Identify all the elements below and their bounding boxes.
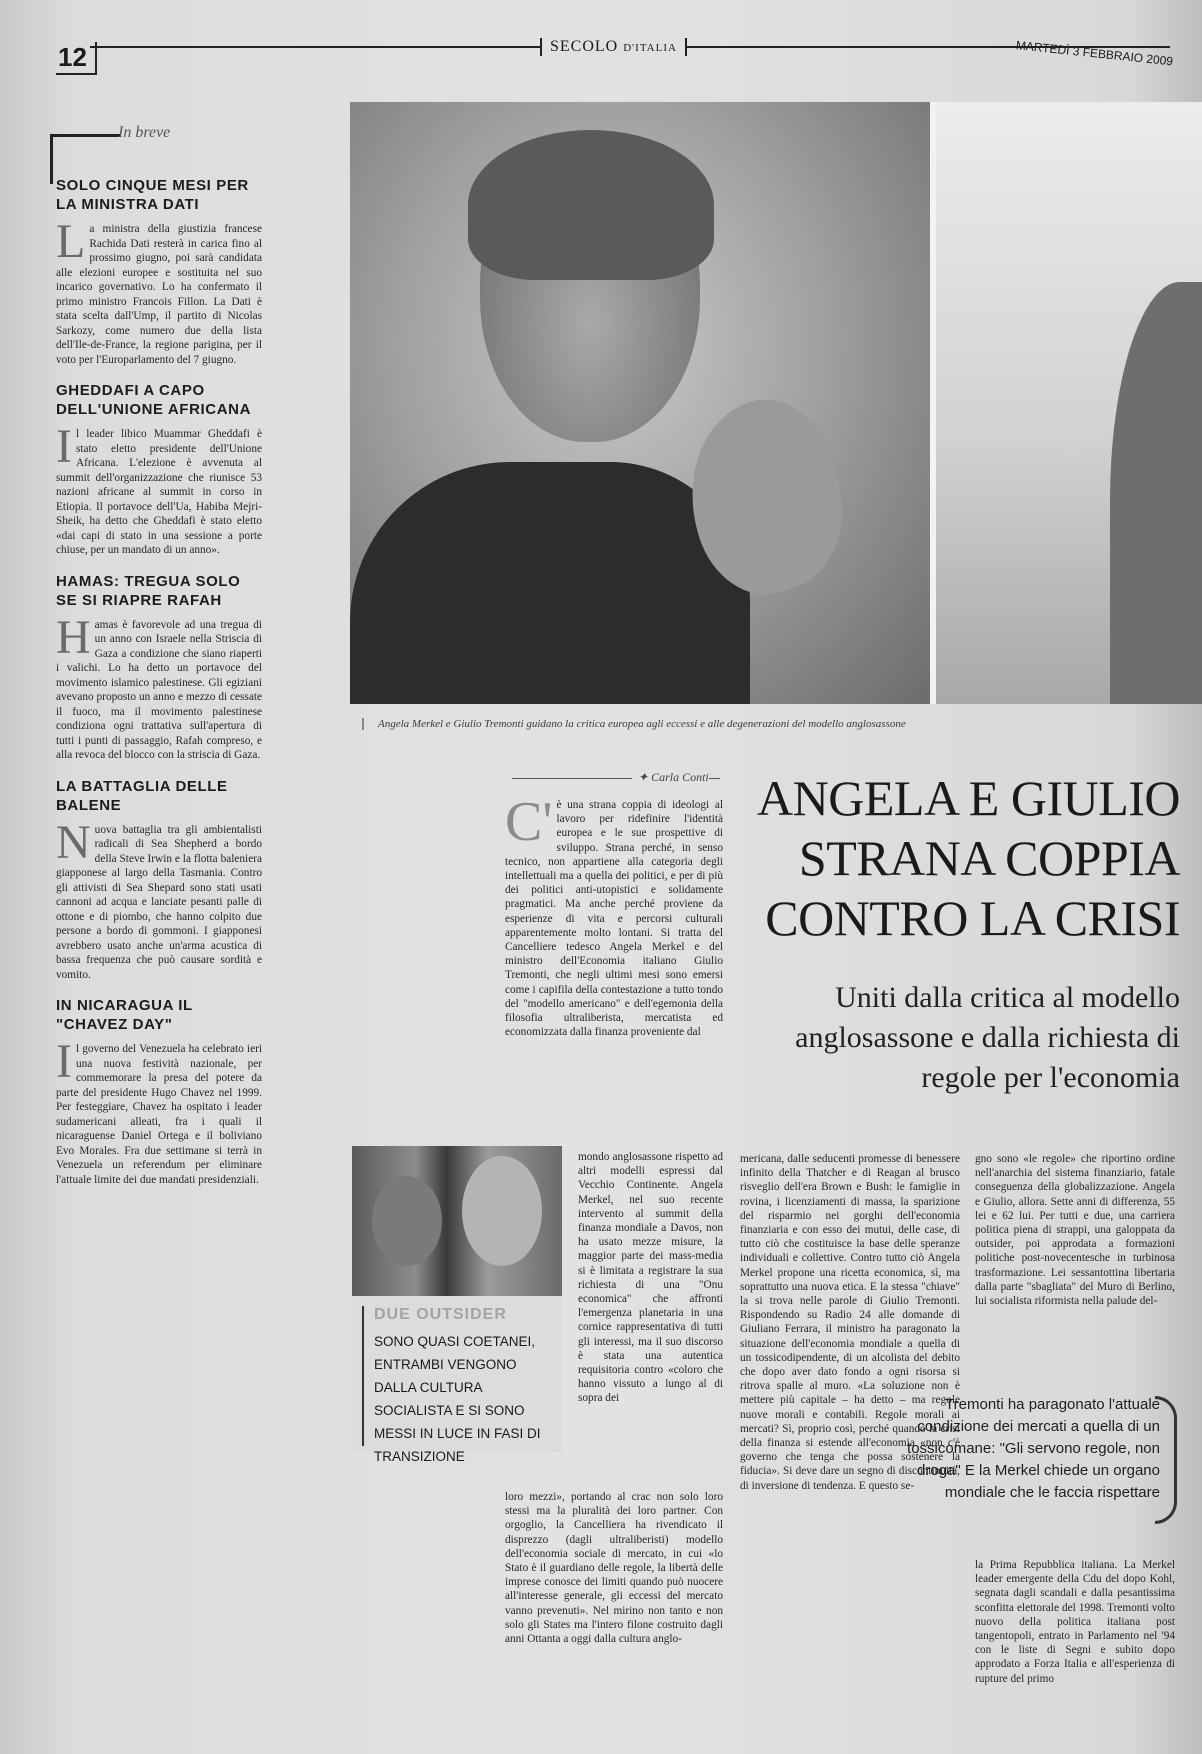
brief-text: Hamas è favorevole ad una tregua di un anno con Israele nella Striscia di Gaza a condizione che siano riaperti i valichi. Lo ha detto un portavoce del movimento islamico palestinese. Gli egiziani avevano proposto un anno e mezzo di cessate il fuoco, ma il movimento palestinese condiziona ogni trattativa sull'apertura di tutti i punti di passaggio, Rafah compreso, e alla revoca del blocco con la striscia di Gaza. xyxy=(56,610,262,761)
article-column-3-bottom: la Prima Repubblica italiana. La Merkel leader emergente della Cdu del dopo Kohl, segnata dagli scandali e dalla pesantissima sconfitta elettorale del 1998. Tremonti volto nuovo della politica italiana post tangentopoli, entrato in Parlamento nel '94 con le liste di Segni e subito dopo approdato a Forza Italia e all'esperienza di rupture del primo xyxy=(975,1559,1175,1685)
article-column-3: gno sono «le regole» che riportino ordine nell'anarchia del sistema finanziario, fatale conseguenza della globalizzazione. Angela e Giulio, allora. Sette anni di differenza, 55 lei e 62 lui. Per tutti e due, una carriera politica piena di strappi, una galoppata da outsider, poi approdata a formazioni politiche post-novecentesche in turbinosa trasformazione. Lei sessantottina libertaria dalla parte "sbagliata" del Muro di Berlino, lui socialista riformista nella palude del- xyxy=(975,1153,1175,1308)
inset-text: SONO QUASI COETANEI, ENTRAMBI VENGONO DALLA CULTURA SOCIALISTA E SI SONO MESSI IN LUCE IN FASI DI TRANSIZIONE xyxy=(374,1334,541,1464)
header-date: MARTEDÌ 3 FEBBRAIO 2009 xyxy=(1015,38,1174,69)
brief-item xyxy=(56,777,262,983)
brief-text: Il governo del Venezuela ha celebrato ieri una nuova festività nazionale, per commemorare la presa del potere da parte del presidente Hugo Chavez nel 1999. Per festeggiare, Chavez ha ospitato i leader sudamericani alleati, fra i quali il nicaraguense Daniel Ortega e il boliviano Evo Morales. Fra due settimane si terrà in Venezuela un referendum per eliminare l'attuale limite dei due mandati presidenziali. xyxy=(56,1035,262,1186)
brief-item xyxy=(56,996,262,1187)
inset-rule xyxy=(362,1306,364,1446)
article-headline xyxy=(720,768,1180,948)
brief-item xyxy=(56,176,262,367)
inset-box xyxy=(352,1146,562,1464)
byline: ✦ Carla Conti xyxy=(632,770,709,785)
headline-line: ANGELA E GIULIO xyxy=(757,770,1180,826)
masthead-main: SECOLO xyxy=(550,38,619,55)
inset-label: DUE OUTSIDER xyxy=(374,1306,507,1323)
inset-face-left xyxy=(372,1176,442,1266)
brief-text: Il leader libico Muammar Gheddafi è stato eletto presidente dell'Unione Africana. L'elezione è avvenuta al summit dell'organizzazione che riunisce 53 nazioni africane al summit in corso in Etiopia. Il portavoce dell'Ua, Habiba Mejri-Sheik, ha detto che Gheddafi è stato eletto «dai capi di stato in una sessione a porte chiuse, per un mandato di un anno». xyxy=(56,420,262,556)
headline-line: STRANA COPPIA xyxy=(798,830,1180,886)
photo-caption: Angela Merkel e Giulio Tremonti guidano la critica europea agli eccessi e alle degenerazioni del modello anglosassone xyxy=(362,718,1162,730)
brief-title: LA BATTAGLIA DELLE BALENE xyxy=(56,777,228,814)
brief-title: HAMAS: TREGUA SOLO SE SI RIAPRE RAFAH xyxy=(56,572,241,609)
brief-text: La ministra della giustizia francese Rachida Dati resterà in carica fino al prossimo giugno, poi sarà candidata alle elezioni europee e sostituita nel suo incarico governativo. Lo ha confermato il primo ministro Francois Fillon. La Dati è stata scelta dall'Ump, il partito di Nicolas Sarkozy, come numero due della lista dell'Ile-de-France, la regione parigina, per il voto per l'Europarlamento del 7 giugno. xyxy=(56,215,262,366)
brief-text: Nuova battaglia tra gli ambientalisti radicali di Sea Shepherd a bordo della Steve Irwin e la flotta baleniera giapponese al largo della Tasmania. Contro gli attivisti di Sea Shepard sono stati usati cannoni ad acqua e lanciate pesanti palle di ottone e di piombo, che hanno colpito due persone a bordo di gommoni. I giapponesi avrebbero usato anche un'arma acustica di bassa frequenza che può causare sordità e vomito. xyxy=(56,815,262,981)
inset-face-right xyxy=(462,1156,542,1266)
brief-title: IN NICARAGUA IL "CHAVEZ DAY" xyxy=(56,997,193,1033)
inset-photo xyxy=(352,1146,562,1296)
headline-line: CONTRO LA CRISI xyxy=(765,890,1180,946)
brief-title: GHEDDAFI A CAPO DELL'UNIONE AFRICANA xyxy=(56,382,252,418)
pull-quote-bracket xyxy=(1155,1396,1177,1524)
brief-item xyxy=(56,381,262,558)
masthead-small: D'ITALIA xyxy=(623,42,677,54)
article-subhead: Uniti dalla critica al modello anglosassone e dalla richiesta di regole per l'economia xyxy=(795,981,1180,1094)
main-photo xyxy=(350,102,1202,704)
pull-quote: Tremonti ha paragonato l'attuale condizione dei mercati a quella di un tossicomane: "Gli servono regole, non droga" E la Merkel chiede un organo mondiale che le faccia rispettare xyxy=(907,1396,1160,1501)
page-number: 12 xyxy=(56,42,97,75)
brief-title: SOLO CINQUE MESI PER LA MINISTRA DATI xyxy=(56,177,249,213)
photo-figure-torso xyxy=(350,462,750,704)
section-label: In breve xyxy=(118,124,171,141)
article-column-1-continued: mondo anglosassone rispetto ad altri modelli espressi dal Vecchio Continente. Angela Merkel, nel suo recente intervento al summit della finanza mondiale a Davos, non ha usato mezze misure, la maggior parte dei mass-media si è limitata a registrare la sua richiesta di una "Onu economica" che affronti l'emergenza planetaria in una cornice rappresentativa di tutti gli interessi, ma il suo discorso è stata una autentica requisitoria contro «coloro che hanno vissuto a lungo al di sopra dei xyxy=(578,1151,723,1405)
article-column-1-bottom: loro mezzi», portando al crac non solo loro stessi ma la pluralità dei loro partner. Con orgoglio, la Cancelliera ha rivendicato il disprezzo (dagli ultraliberisti) modello dell'economia sociale di mercato, in cui «lo Stato è il guardiano delle regole, la libertà delle imprese conosce dei limiti quando può nuocere all'interesse generale, gli eccessi del mercato vanno prevenuti». Nel mirino non tanto e non solo gli States ma l'intero filone costruito dagli anni Ottanta a oggi dalla cultura anglo- xyxy=(505,1491,723,1646)
brief-item xyxy=(56,572,262,763)
photo-figure-hair xyxy=(468,130,714,280)
briefs-column xyxy=(56,176,262,1201)
author-name: Carla Conti xyxy=(651,770,709,784)
article-column-2: mericana, dalle seducenti promesse di benessere infinito della Thatcher e di Reagan al brusco risveglio dell'era Brown e Bush: le famiglie in rovina, i licenziamenti di massa, la sparizione del risparmio nei gorghi dell'economia finanziaria e con esso dei mutui, delle case, di tutto ciò che costituisce la base delle speranze individuali e collettive. Contro tutto ciò Angela Merkel propone una ricetta economica, sì, ma soprattutto una nuova etica. E la stessa "chiave" la si trova nelle parole di Giulio Tremonti. Rispondendo su Radio 24 alle domande di Giuliano Ferrara, il ministro ha paragonato la situazione dell'economia mondiale a quella di un tossicodipendente, di un alcolista del debito che dopo aver dato fondo a ogni risorsa si ritrova spalle al muro. «La soluzione non è mettere più capitale – ha detto – ma regole nuove morali e contabili. Regole morali ai mercati? Sì, proprio così, perché quando la crisi della finanza si estende all'economia «non c'è governo che tenga che possa sostenere la fiducia». Si deve dare un segno di discontinuità, di inversione di tendenza. E questo se- xyxy=(740,1153,960,1492)
masthead xyxy=(540,38,687,56)
article-column-1: C'è una strana coppia di ideologi al lavoro per ridefinire l'identità europea e le sue prospettive di sviluppo. Strana perché, in senso tecnico, non appartiene alla categoria degli intellettuali ma a quella dei politici, e per di più dei politici anti-utopistici e solidamente pragmatici. Ma anche perché proviene da esperienze di vita e percorsi culturali apparentemente molto lontani. Si tratta del Cancelliere tedesco Angela Merkel e del ministro dell'Economia italiano Giulio Tremonti, che negli ultimi mesi sono emersi come i capifila della contestazione a tutto tondo del "modello americano" e dell'egemonia della filosofia ultraliberista, mercatista ed economizzata dalla finanza proveniente dal xyxy=(505,791,723,1039)
